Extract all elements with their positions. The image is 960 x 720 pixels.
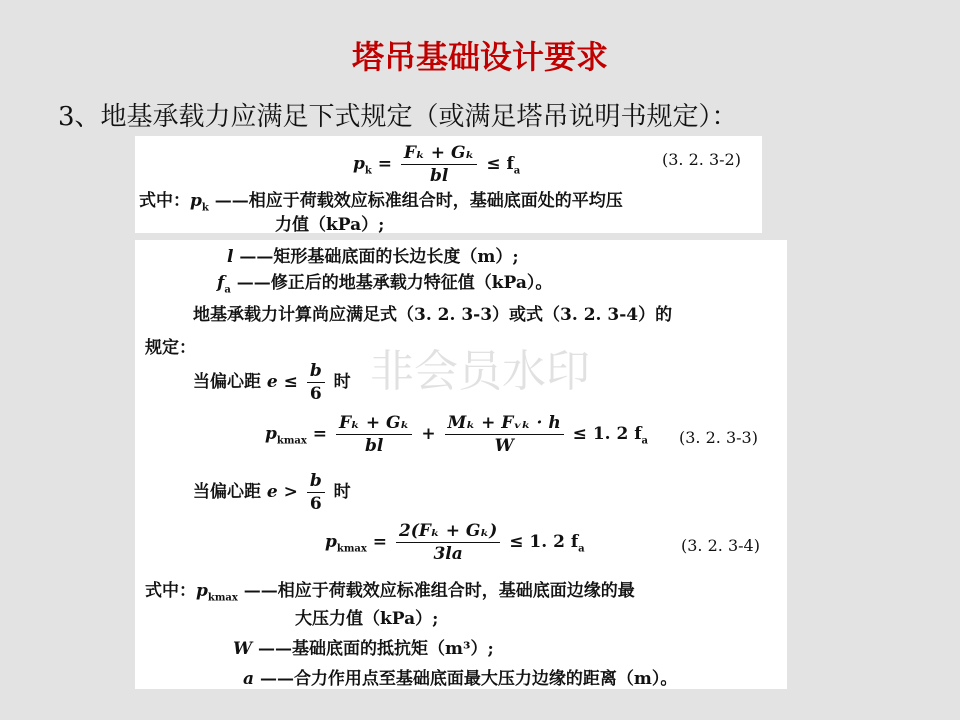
f3-num1: Fₖ + Gₖ [336,412,412,435]
def1-symbol-sub: kmax [207,592,238,604]
f4-rhs-sub: a [578,543,585,555]
cond2-end: 时 [333,482,351,502]
w-symbol: W [233,639,253,659]
slide-title: 塔吊基础设计要求 [351,38,608,76]
def-symbol-sub: k [201,202,209,214]
formula-3-2-3-4: $p_{kmax}$ = $\frac{\text{2(Fₖ + Gₖ)}}{3la}$ ≤ 1. 2 $f_a$ [325,521,585,564]
f3-fraction-2 [445,412,564,457]
slide-subtitle: 3、地基承载力应满足下式规定（或满足塔吊说明书规定）： [58,102,738,132]
f3-num2: Mₖ + Fᵥₖ · h [445,412,564,435]
f4-lhs: p [325,532,337,552]
equation-number-4: (3. 2. 3-4) [681,536,760,555]
cond2-num: b [307,470,325,493]
formula-numerator: Fₖ + Gₖ [401,142,477,165]
cond2-fraction [307,470,325,515]
formula-denominator: bl [429,166,449,186]
formula-3-2-3-3: $p_{kmax}$ = $\frac{\text{Fₖ + Gₖ}}{bl}$ + $\frac{\text{Mₖ + Fᵥₖ · h}}{W}$ ≤ 1. 2 $f_a$ [265,413,649,456]
paragraph-line-1: 地基承载力计算尚应满足式（3. 2. 3-3）或式（3. 2. 3-4）的 [193,305,673,325]
f3-den2: W [494,436,514,456]
f3-lhs-sub: kmax [276,435,307,447]
cond1-end: 时 [333,372,351,392]
f3-den1: bl [364,436,384,456]
cond2-text: 当偏心距 [193,482,261,502]
formula-rhs: ≤ f [486,154,514,174]
equation-number-3: (3. 2. 3-3) [679,428,758,447]
f4-num: 2(Fₖ + Gₖ) [396,520,500,543]
f4-lhs-sub: kmax [336,543,367,555]
w-text: ——基础底面的抵抗矩（m³）; [258,639,494,659]
formula-lhs-sub: k [364,165,372,177]
cond1-den: 6 [309,384,322,404]
f4-den: 3la [433,544,463,564]
l-symbol: l [227,247,234,267]
f4-rhs: ≤ 1. 2 f [509,532,579,552]
formula-fraction [401,142,477,187]
cond2-var: e [266,482,278,502]
definition-l [227,242,519,267]
formula-rhs-sub: a [513,165,521,177]
f3-rhs-sub: a [641,435,649,447]
f3-lhs: p [265,424,277,444]
f3-plus: + [421,424,436,444]
def-prefix: 式中： [145,581,196,601]
definition-fa [217,268,552,295]
fa-symbol-sub: a [224,284,231,296]
f4-fraction [396,520,500,565]
def1-text: ——相应于荷载效应标准组合时，基础底面边缘的最 [243,581,635,601]
cond1-var: e [266,372,278,392]
def1-symbol: p [196,581,208,601]
formula-3-2-3-2: $p_k$ = $\frac{\text{Fₖ + Gₖ}}{bl}$ ≤ $f_a$ [353,143,521,186]
def-symbol: p [190,191,202,211]
watermark: 非会员水印 [370,346,590,397]
cond1-op: ≤ [283,372,298,392]
def-prefix: 式中： [139,191,190,211]
definition-w [233,634,494,659]
formula-image-1 [135,136,762,233]
definition-pk-cont: 力值（kPa）; [275,215,385,235]
a-text: ——合力作用点至基础底面最大压力边缘的距离（m）。 [259,669,678,689]
fa-symbol: f [217,273,225,293]
fa-text: ——修正后的地基承载力特征值（kPa）。 [236,273,553,293]
formula-lhs: p [353,154,365,174]
def-text: ——相应于荷载效应标准组合时，基础底面处的平均压 [214,191,623,211]
f3-fraction-1 [336,412,412,457]
equation-number: (3. 2. 3-2) [662,150,741,169]
cond2-op: > [283,482,298,502]
l-text: ——矩形基础底面的长边长度（m）; [239,247,519,267]
definition-a [243,664,677,689]
condition-2 [193,470,351,515]
cond1-text: 当偏心距 [193,372,261,392]
definition-pkmax-cont: 大压力值（kPa）; [295,609,439,629]
cond1-num: b [307,360,325,383]
definition-pkmax [145,576,635,603]
paragraph-line-2: 规定： [145,338,196,358]
cond2-den: 6 [309,494,322,514]
a-symbol: a [243,669,255,689]
f3-rhs: ≤ 1. 2 f [572,424,642,444]
formula-image-2 [135,240,787,689]
condition-1 [193,360,351,405]
cond1-fraction [307,360,325,405]
